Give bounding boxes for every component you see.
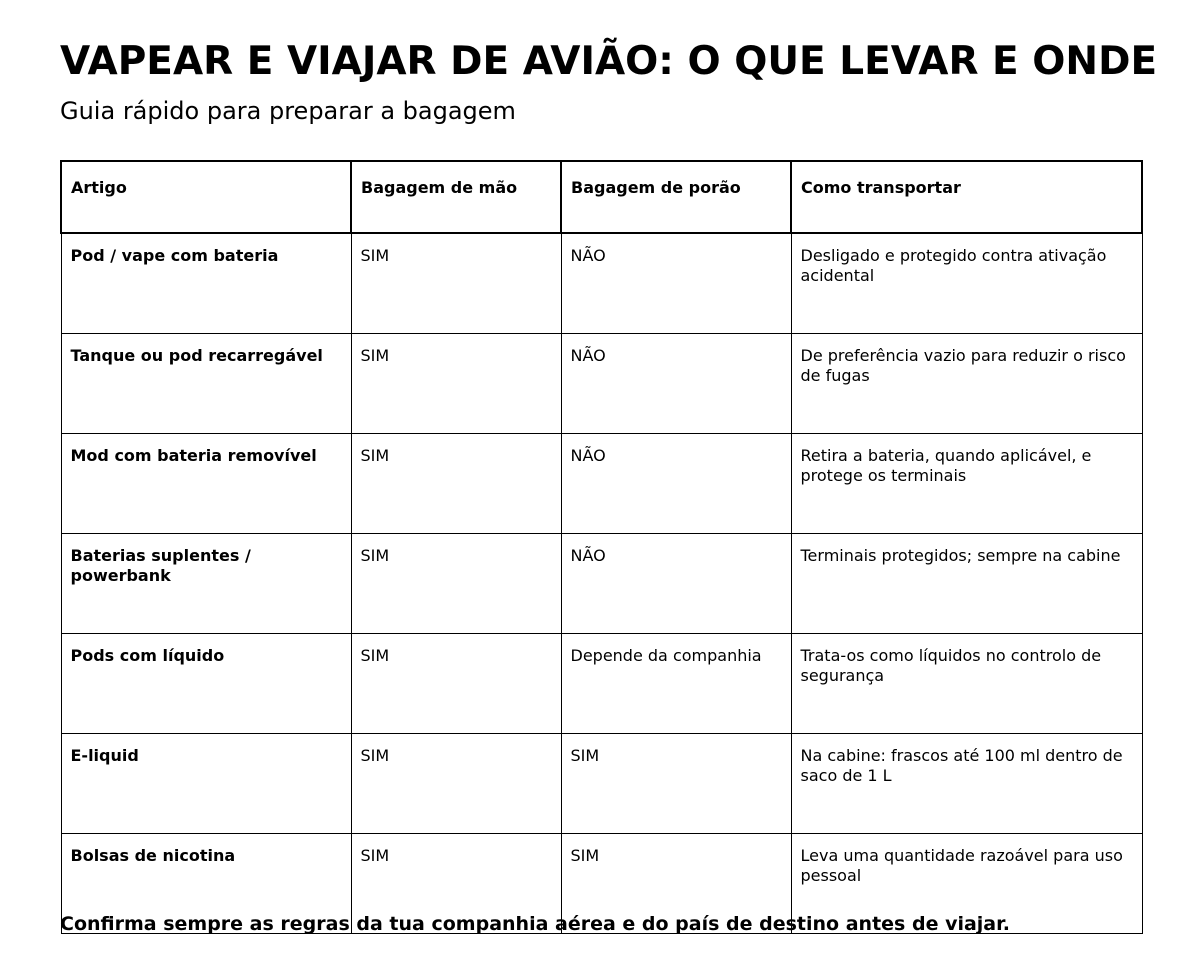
how-to-carry-cell: Trata-os como líquidos no controlo de segurança — [791, 633, 1142, 733]
how-to-carry-cell: Leva uma quantidade razoável para uso pessoal — [791, 833, 1142, 933]
how-to-carry-cell: Terminais protegidos; sempre na cabine — [791, 533, 1142, 633]
checked-cell: SIM — [561, 733, 791, 833]
checked-cell: NÃO — [561, 433, 791, 533]
item-cell: Pods com líquido — [61, 633, 351, 733]
baggage-guide-table — [60, 160, 1143, 934]
how-to-carry-cell: De preferência vazio para reduzir o risco de fugas — [791, 333, 1142, 433]
how-to-carry-cell: Desligado e protegido contra ativação acidental — [791, 233, 1142, 333]
carry-on-cell: SIM — [351, 533, 561, 633]
column-header-carry-on: Bagagem de mão — [351, 161, 561, 233]
carry-on-cell: SIM — [351, 433, 561, 533]
table-row — [61, 633, 1142, 733]
item-cell: Bolsas de nicotina — [61, 833, 351, 933]
table-row — [61, 533, 1142, 633]
checked-cell: SIM — [561, 833, 791, 933]
table-header-row — [61, 161, 1142, 233]
how-to-carry-cell: Na cabine: frascos até 100 ml dentro de saco de 1 L — [791, 733, 1142, 833]
checked-cell: Depende da companhia — [561, 633, 791, 733]
item-cell: Pod / vape com bateria — [61, 233, 351, 333]
checked-cell: NÃO — [561, 533, 791, 633]
table-row — [61, 733, 1142, 833]
item-cell: Mod com bateria removível — [61, 433, 351, 533]
item-cell: Baterias suplentes / powerbank — [61, 533, 351, 633]
page-subtitle: Guia rápido para preparar a bagagem — [60, 97, 516, 125]
carry-on-cell: SIM — [351, 333, 561, 433]
column-header-how-to-carry: Como transportar — [791, 161, 1142, 233]
table-row — [61, 233, 1142, 333]
item-cell: E-liquid — [61, 733, 351, 833]
page-title: VAPEAR E VIAJAR DE AVIÃO: O QUE LEVAR E ONDE — [60, 39, 1158, 84]
carry-on-cell: SIM — [351, 633, 561, 733]
checked-cell: NÃO — [561, 233, 791, 333]
column-header-item: Artigo — [61, 161, 351, 233]
footnote: Confirma sempre as regras da tua companhia aérea e do país de destino antes de viajar. — [60, 913, 1010, 935]
checked-cell: NÃO — [561, 333, 791, 433]
table-row — [61, 433, 1142, 533]
carry-on-cell: SIM — [351, 833, 561, 933]
how-to-carry-cell: Retira a bateria, quando aplicável, e protege os terminais — [791, 433, 1142, 533]
carry-on-cell: SIM — [351, 733, 561, 833]
column-header-checked: Bagagem de porão — [561, 161, 791, 233]
table-row — [61, 333, 1142, 433]
carry-on-cell: SIM — [351, 233, 561, 333]
item-cell: Tanque ou pod recarregável — [61, 333, 351, 433]
